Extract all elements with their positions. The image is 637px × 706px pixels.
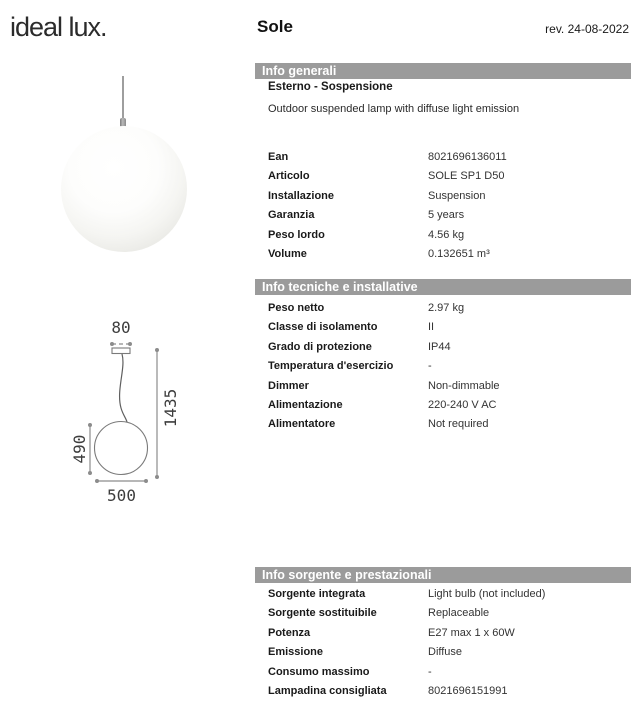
sphere-lamp-image — [61, 126, 187, 252]
spec-label: Consumo massimo — [268, 665, 370, 678]
dim-dot — [155, 475, 159, 479]
section-header-info-tecniche: Info tecniche e installative — [255, 279, 631, 295]
spec-value: 4.56 kg — [428, 228, 465, 241]
dim-label-canopy-width: 80 — [111, 318, 131, 337]
spec-row-sorgente-sostituibile — [268, 604, 631, 623]
dim-dot — [88, 423, 92, 427]
spec-row-dimmer — [268, 377, 631, 396]
spec-value: Light bulb (not included) — [428, 588, 546, 600]
dim-dot — [144, 479, 148, 483]
spec-value: 220-240 V AC — [428, 398, 497, 411]
spec-rows-general — [268, 148, 631, 264]
spec-row-alimentatore — [268, 415, 631, 434]
dim-dot — [110, 342, 114, 346]
dim-dot — [155, 348, 159, 352]
spec-label: Ean — [268, 151, 289, 163]
spec-value: Suspension — [428, 189, 486, 202]
spec-row-volume — [268, 245, 631, 264]
spec-value: Replaceable — [428, 607, 490, 620]
spec-row-potenza — [268, 624, 631, 643]
spec-rows-source — [268, 585, 631, 701]
spec-label: Volume — [268, 247, 307, 260]
spec-row-alimentazione — [268, 396, 631, 415]
spec-value: 5 years — [428, 209, 465, 222]
spec-value: IP44 — [428, 340, 451, 353]
spec-label: Alimentazione — [268, 398, 343, 411]
dim-label-sphere-width: 500 — [107, 486, 136, 505]
spec-label: Installazione — [268, 189, 335, 202]
spec-label: Lampadina consigliata — [268, 684, 387, 697]
category-subtitle: Esterno - Sospensione — [268, 81, 393, 93]
spec-value: 8021696151991 — [428, 684, 508, 697]
spec-row-temperatura — [268, 357, 631, 376]
section-header-info-sorgente: Info sorgente e prestazionali — [255, 567, 631, 583]
spec-label: Grado di protezione — [268, 340, 372, 353]
spec-label: Dimmer — [268, 379, 309, 392]
spec-rows-technical — [268, 299, 631, 435]
cable-outline — [120, 354, 127, 422]
spec-row-peso-netto — [268, 299, 631, 318]
spec-row-grado-protezione — [268, 338, 631, 357]
spec-label: Emissione — [268, 646, 324, 659]
spec-value: Not required — [428, 418, 489, 431]
spec-row-articolo — [268, 167, 631, 186]
spec-value: II — [428, 321, 435, 334]
dim-dot — [95, 479, 99, 483]
spec-label: Peso netto — [268, 302, 325, 314]
spec-row-installazione — [268, 187, 631, 206]
spec-value: Diffuse — [428, 646, 463, 659]
dim-dot — [88, 471, 92, 475]
dim-dot — [128, 342, 132, 346]
dim-label-total-height: 1435 — [161, 388, 180, 428]
spec-row-sorgente-integrata — [268, 585, 631, 604]
spec-label: Sorgente integrata — [268, 588, 366, 600]
spec-row-consumo-massimo — [268, 663, 631, 682]
brand-logo: ideal lux. — [10, 12, 107, 42]
spec-value: Non-dimmable — [428, 379, 500, 392]
spec-value: E27 max 1 x 60W — [428, 626, 515, 639]
spec-row-emissione — [268, 643, 631, 662]
spec-label: Sorgente sostituibile — [268, 607, 377, 620]
spec-row-classe-isolamento — [268, 318, 631, 337]
spec-row-garanzia — [268, 206, 631, 225]
spec-row-ean — [268, 148, 631, 167]
spec-label: Temperatura d'esercizio — [268, 360, 394, 373]
canopy-outline — [112, 348, 130, 354]
sphere-outline — [95, 422, 148, 475]
spec-value: 0.132651 m³ — [428, 247, 490, 260]
spec-value: - — [428, 665, 432, 678]
spec-value: 2.97 kg — [428, 302, 465, 314]
spec-value: - — [428, 360, 432, 373]
spec-label: Potenza — [268, 626, 311, 639]
product-description: Outdoor suspended lamp with diffuse light emission — [268, 103, 520, 115]
spec-row-peso-lordo — [268, 226, 631, 245]
revision-date: rev. 24-08-2022 — [545, 22, 629, 36]
product-title: Sole — [257, 17, 293, 36]
spec-label: Peso lordo — [268, 228, 325, 241]
spec-value: SOLE SP1 D50 — [428, 170, 505, 183]
dim-label-sphere-height: 490 — [70, 434, 89, 464]
spec-label: Classe di isolamento — [268, 321, 378, 334]
section-header-info-generali: Info generali — [255, 63, 631, 79]
spec-label: Alimentatore — [268, 418, 336, 431]
spec-label: Garanzia — [268, 209, 315, 222]
dimension-drawing — [58, 318, 190, 510]
spec-label: Articolo — [268, 170, 310, 183]
spec-value: 8021696136011 — [428, 151, 507, 163]
spec-row-lampadina-consigliata — [268, 682, 631, 701]
